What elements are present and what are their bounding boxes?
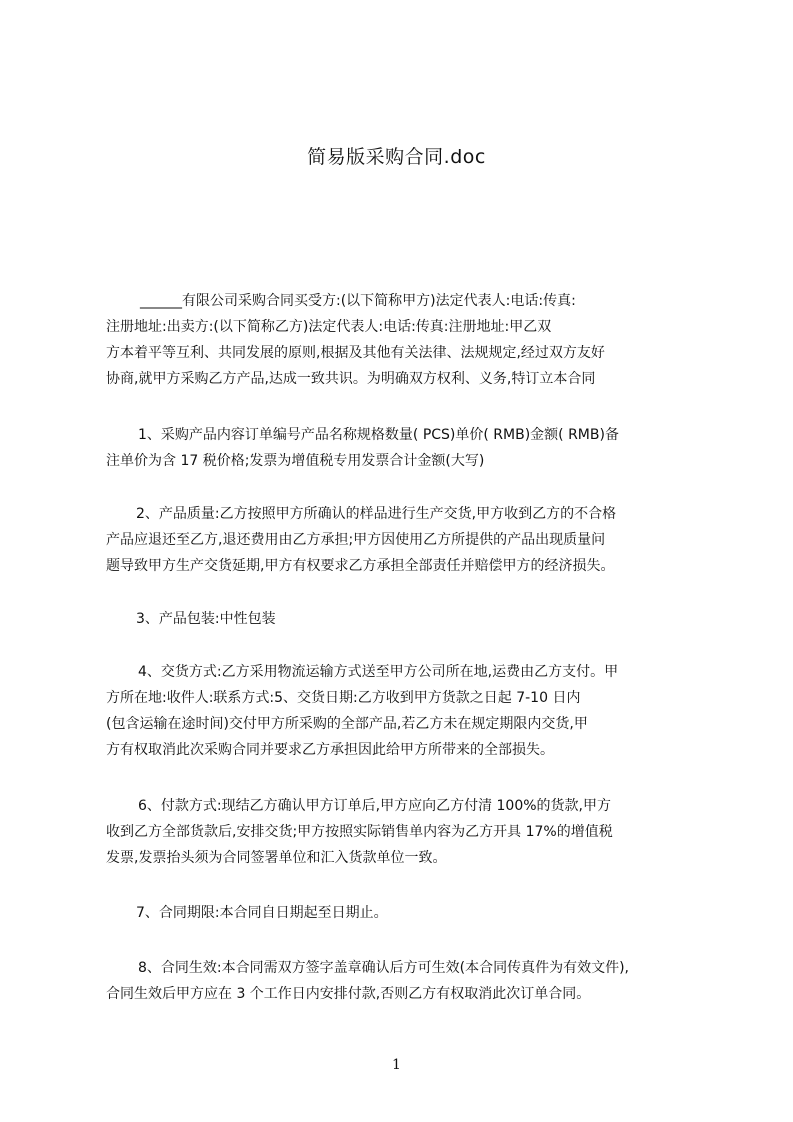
paragraph-line: 产品应退还至乙方,退还费用由乙方承担;甲方因使用乙方所提供的产品出现质量问 [106,532,606,548]
paragraph-line: 方所在地:收件人:联系方式:5、交货日期:乙方收到甲方货款之日起 7-10 日内 [106,690,581,706]
paragraph-line: 8、合同生效:本合同需双方签字盖章确认后方可生效(本合同传真件为有效文件), [138,960,629,976]
paragraph-line: 3、产品包装:中性包装 [136,611,276,627]
paragraph-line: 4、交货方式:乙方采用物流运输方式送至甲方公司所在地,运费由乙方支付。甲 [138,664,619,680]
paragraph-line: 协商,就甲方采购乙方产品,达成一致共识。为明确双方权利、义务,特订立本合同 [106,371,596,387]
paragraph-line: 2、产品质量:乙方按照甲方所确认的样品进行生产交货,甲方收到乙方的不合格 [136,506,617,522]
paragraph-line: 方本着平等互利、共同发展的原则,根据及其他有关法律、法规规定,经过双方友好 [106,345,605,361]
paragraph-line: 1、采购产品内容订单编号产品名称规格数量( PCS)单价( RMB)金额( RMB)备 [138,427,619,443]
paragraph-line: 注册地址:出卖方:(以下简称乙方)法定代表人:电话:传真:注册地址:甲乙双 [106,319,552,335]
paragraph-line: 收到乙方全部货款后,安排交货;甲方按照实际销售单内容为乙方开具 17%的增值税 [106,824,613,840]
paragraph-line: 合同生效后甲方应在 3 个工作日内安排付款,否则乙方有权取消此次订单合同。 [106,986,591,1002]
paragraph-line: 发票,发票抬头须为合同签署单位和汇入货款单位一致。 [106,850,447,866]
paragraph-line: 6、付款方式:现结乙方确认甲方订单后,甲方应向乙方付清 100%的货款,甲方 [138,798,611,814]
page-number: 1 [392,1057,401,1073]
document-title: 简易版采购合同.doc [307,146,486,168]
paragraph-line: 注单价为含 17 税价格;发票为增值税专用发票合计金额(大写) [106,453,485,469]
paragraph-line: 方有权取消此次采购合同并要求乙方承担因此给甲方所带来的全部损失。 [106,742,554,758]
paragraph-line: 题导致甲方生产交货延期,甲方有权要求乙方承担全部责任并赔偿甲方的经济损失。 [106,558,615,574]
paragraph-line: (包含运输在途时间)交付甲方所采购的全部产品,若乙方未在规定期限内交货,甲 [106,716,588,732]
paragraph-line: 7、合同期限:本合同自日期起至日期止。 [136,905,388,921]
paragraph-line: ______有限公司采购合同买受方:(以下简称甲方)法定代表人:电话:传真: [140,293,576,309]
